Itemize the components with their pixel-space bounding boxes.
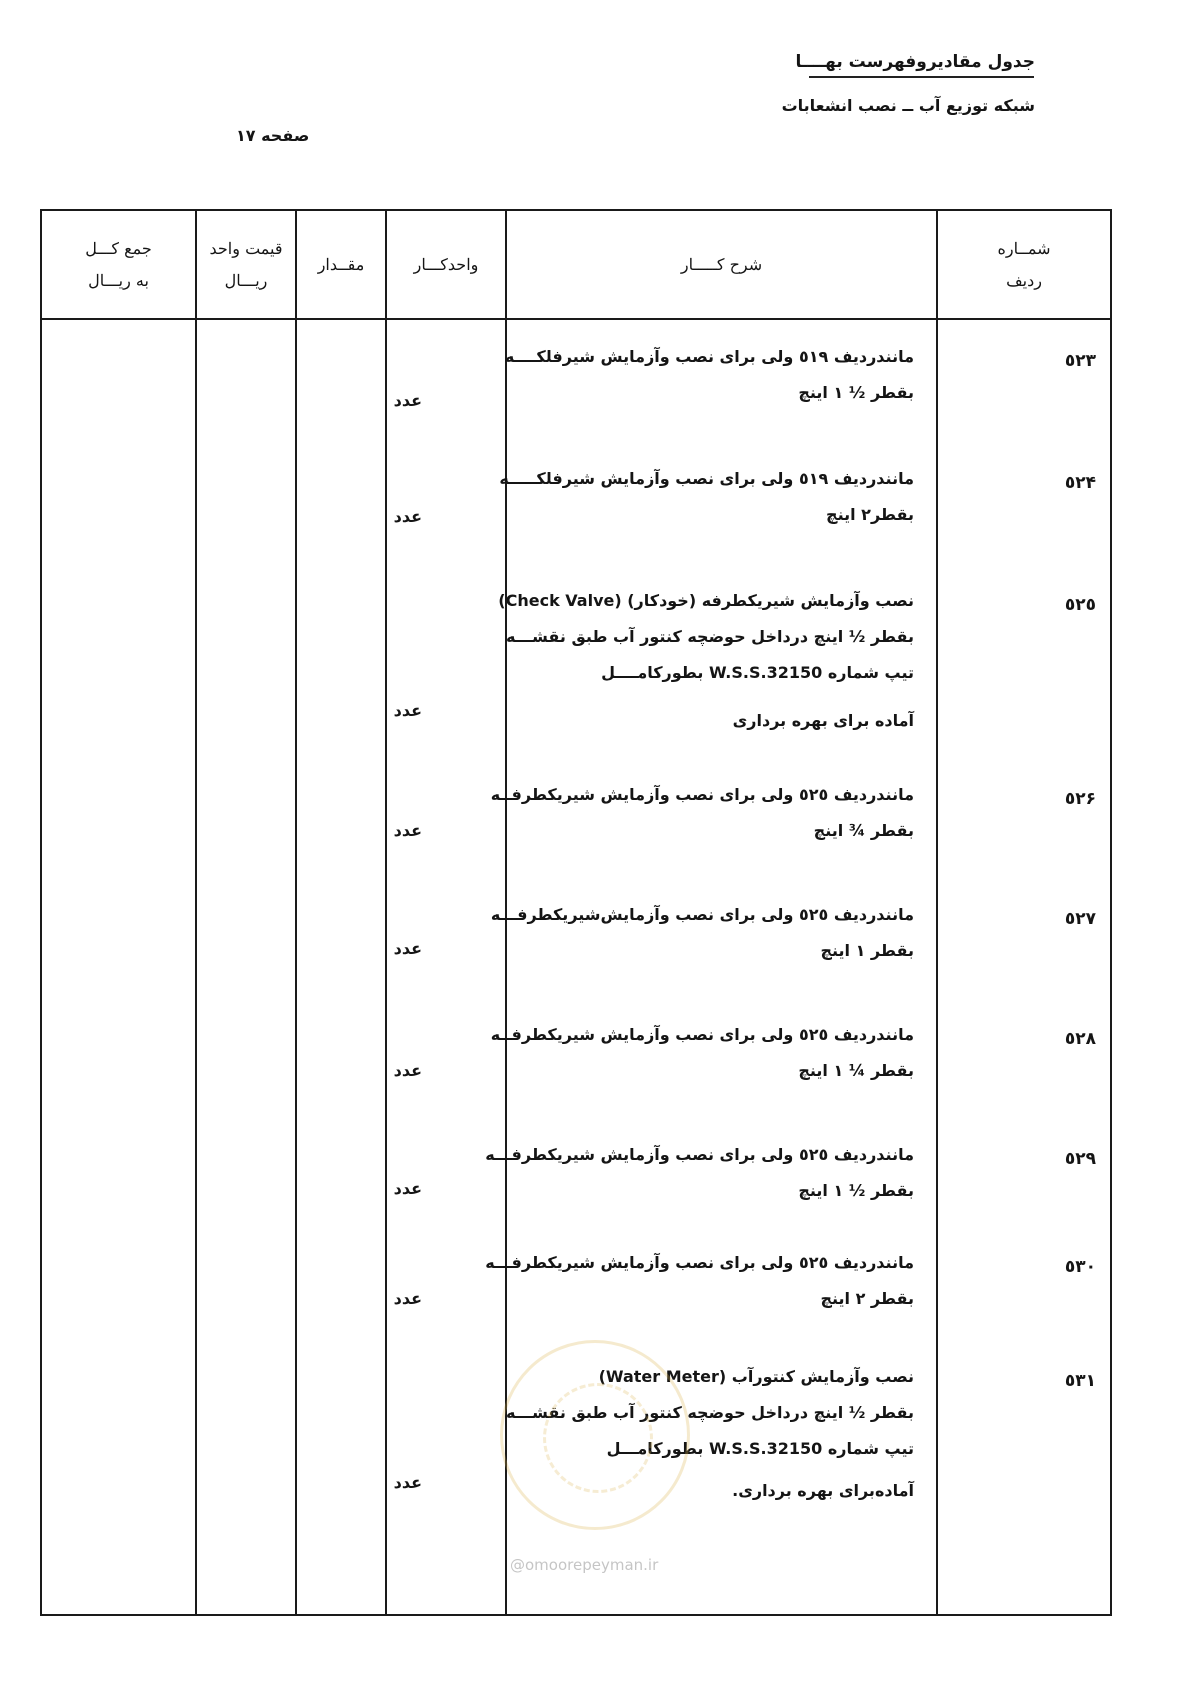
document-title: جدول مقادیروفهرست بهــــا bbox=[795, 52, 1035, 72]
document-subtitle: شبکه توزیع آب ــ نصب انشعابات bbox=[781, 96, 1035, 115]
column-divider bbox=[195, 211, 197, 1614]
row-unit: عدد bbox=[393, 1061, 422, 1080]
header-divider bbox=[42, 318, 1110, 320]
row-number: ٥٢۴ bbox=[1064, 473, 1096, 493]
row-description: مانندردیف ٥١٩ ولی برای نصب وآزمایش شیرفلکـــــه بقطر٢ اینچ bbox=[499, 469, 914, 524]
watermark-url: @omoorepeyman.ir bbox=[510, 1556, 659, 1574]
row-description: نصب وآزمایش کنتورآب (Water Meter) بقطر ½ اینچ درداخل حوضچه کنتور آب طبق نقشـــه تیپ شماره W.S.S.32150 بطورکامـــل آماده‌برای بهره برداری. bbox=[505, 1367, 914, 1500]
row-description: مانندردیف ٥٢٥ ولی برای نصب وآزمایش شیریکطرفـــه بقطر ٢ اینچ bbox=[485, 1253, 914, 1308]
row-unit: عدد bbox=[393, 939, 422, 958]
row-description: مانندردیف ٥٢٥ ولی برای نصب وآزمایش‌شیریکطرفـــه بقطر ١ اینچ bbox=[490, 905, 914, 960]
row-number: ٥٢٧ bbox=[1064, 909, 1096, 929]
column-header-row-number: شمــاره ردیف bbox=[997, 238, 1051, 290]
row-description: مانندردیف ٥٢٥ ولی برای نصب وآزمایش شیریکطرفـــه بقطر ½ ١ اینچ bbox=[485, 1145, 914, 1200]
title-underline bbox=[809, 76, 1034, 78]
row-unit: عدد bbox=[393, 1289, 422, 1308]
row-number: ٥٣١ bbox=[1064, 1371, 1096, 1391]
column-divider bbox=[385, 211, 387, 1614]
column-header-description: شرح کـــــار bbox=[680, 254, 763, 274]
column-header-total: جمع کـــل به ریـــال bbox=[85, 238, 152, 290]
column-header-unit: واحدکـــار bbox=[413, 254, 479, 274]
column-header-unit-price: قیمت واحد ریـــال bbox=[209, 238, 283, 290]
row-unit: عدد bbox=[393, 1179, 422, 1198]
row-number: ٥٣٠ bbox=[1064, 1257, 1096, 1277]
column-divider bbox=[295, 211, 297, 1614]
row-unit: عدد bbox=[393, 1473, 422, 1492]
row-number: ٥٢٩ bbox=[1064, 1149, 1096, 1169]
row-description: مانندردیف ٥١٩ ولی برای نصب وآزمایش شیرفلکــــه بقطر ½ ١ اینچ bbox=[504, 347, 914, 402]
watermark-seal-logo bbox=[500, 1340, 690, 1530]
row-number: ٥٢٨ bbox=[1064, 1029, 1096, 1049]
row-description: مانندردیف ٥٢٥ ولی برای نصب وآزمایش شیریکطرفــه بقطر ¼ ١ اینچ bbox=[490, 1025, 914, 1080]
row-unit: عدد bbox=[393, 391, 422, 410]
column-divider bbox=[936, 211, 938, 1614]
row-unit: عدد bbox=[393, 821, 422, 840]
row-description: نصب وآزمایش شیریکطرفه (خودکار) (Check Valve) بقطر ½ اینچ درداخل حوضچه کنتور آب طبق نقشـــه تیپ شماره W.S.S.32150 بطورکامــــل آماده برای بهره برداری bbox=[498, 591, 914, 730]
page-number: صفحه ١٧ bbox=[236, 126, 310, 145]
row-unit: عدد bbox=[393, 507, 422, 526]
row-unit: عدد bbox=[393, 701, 422, 720]
row-number: ٥٢٣ bbox=[1064, 351, 1096, 371]
row-number: ٥٢٥ bbox=[1064, 595, 1096, 615]
row-number: ٥٢۶ bbox=[1064, 789, 1096, 809]
row-description: مانندردیف ٥٢٥ ولی برای نصب وآزمایش شیریکطرفــه بقطر ¾ اینچ bbox=[490, 785, 914, 840]
column-header-quantity: مقــدار bbox=[317, 254, 365, 274]
